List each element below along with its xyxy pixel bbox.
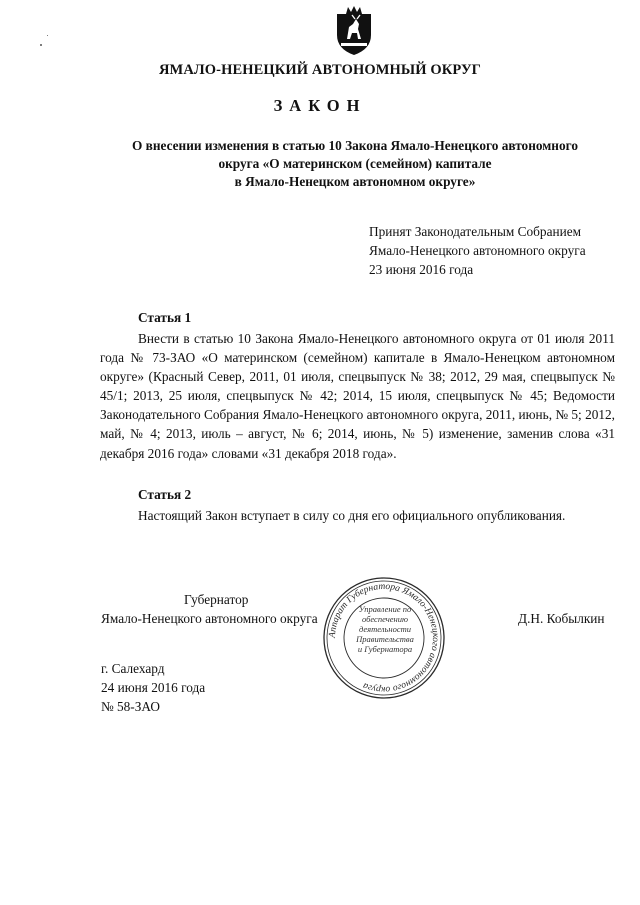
stamp-line: и Губернатора (357, 644, 413, 654)
stamp-inner-text (351, 604, 419, 654)
governor-title: Губернатор (184, 592, 249, 607)
coat-of-arms-icon (333, 5, 375, 57)
adoption-note (369, 222, 586, 279)
article-1-text: Внести в статью 10 Закона Ямало-Ненецкого автономного округа от 01 июля 2011 года № 73-ЗАО «О материнском (семейном) капитале в Ямало-Ненецком автономном округе» (Красный Север, 2011, 01 июля, спецвыпуск № 38; 2012, 29 мая, спецвыпуск № 45/1; 2013, 25 июля, спецвыпуск № 42; 2014, 15 июля, спецвыпуск № 45; Ведомости Законодательного Собрания Ямало-Ненецкого автономного округа, 2011, июнь, № 5; 2012, май, № 4; 2013, июль – август, № 6; 2014, июнь, № 5) изменение, заменив слова «31 декабря 2016 года» словами «31 декабря 2018 года». (100, 331, 615, 461)
article-1-heading: Статья 1 (138, 310, 192, 325)
region-heading: ЯМАЛО-НЕНЕЦКИЙ АВТОНОМНЫЙ ОКРУГ (158, 62, 482, 78)
adoption-line: Ямало-Ненецкого автономного округа (369, 243, 586, 258)
document-type-heading: ЗАКОН (273, 96, 367, 115)
signing-place: г. Салехард (101, 661, 165, 676)
signing-date: 24 июня 2016 года (101, 680, 206, 695)
governor-organization: Ямало-Ненецкого автономного округа (101, 611, 318, 626)
stamp-ring-text: Аппарат Губернатора Ямало-Ненецкого автономного округа (327, 581, 441, 695)
article-2-heading: Статья 2 (138, 487, 192, 502)
scan-speck (40, 44, 42, 46)
scan-speck (47, 35, 48, 36)
adoption-line: Принят Законодательным Собранием (369, 224, 582, 239)
article-2-text: Настоящий Закон вступает в силу со дня его официального опубликования. (138, 508, 566, 523)
stamp-line: Правительства (356, 634, 414, 644)
adoption-date: 23 июня 2016 года (369, 262, 474, 277)
stamp-line: деятельности (358, 624, 412, 634)
governor-name: Д.Н. Кобылкин (518, 611, 605, 626)
law-number: № 58-ЗАО (101, 699, 160, 714)
law-title (95, 137, 615, 191)
law-title-line: в Ямало-Ненецком автономном округе» (234, 174, 476, 189)
law-title-line: округа «О материнском (семейном) капитале (218, 156, 492, 171)
stamp-line: Управление по (358, 604, 412, 614)
law-title-line: О внесении изменения в статью 10 Закона Ямало-Ненецкого автономного (132, 138, 578, 153)
stamp-line: обеспечению (361, 614, 409, 624)
